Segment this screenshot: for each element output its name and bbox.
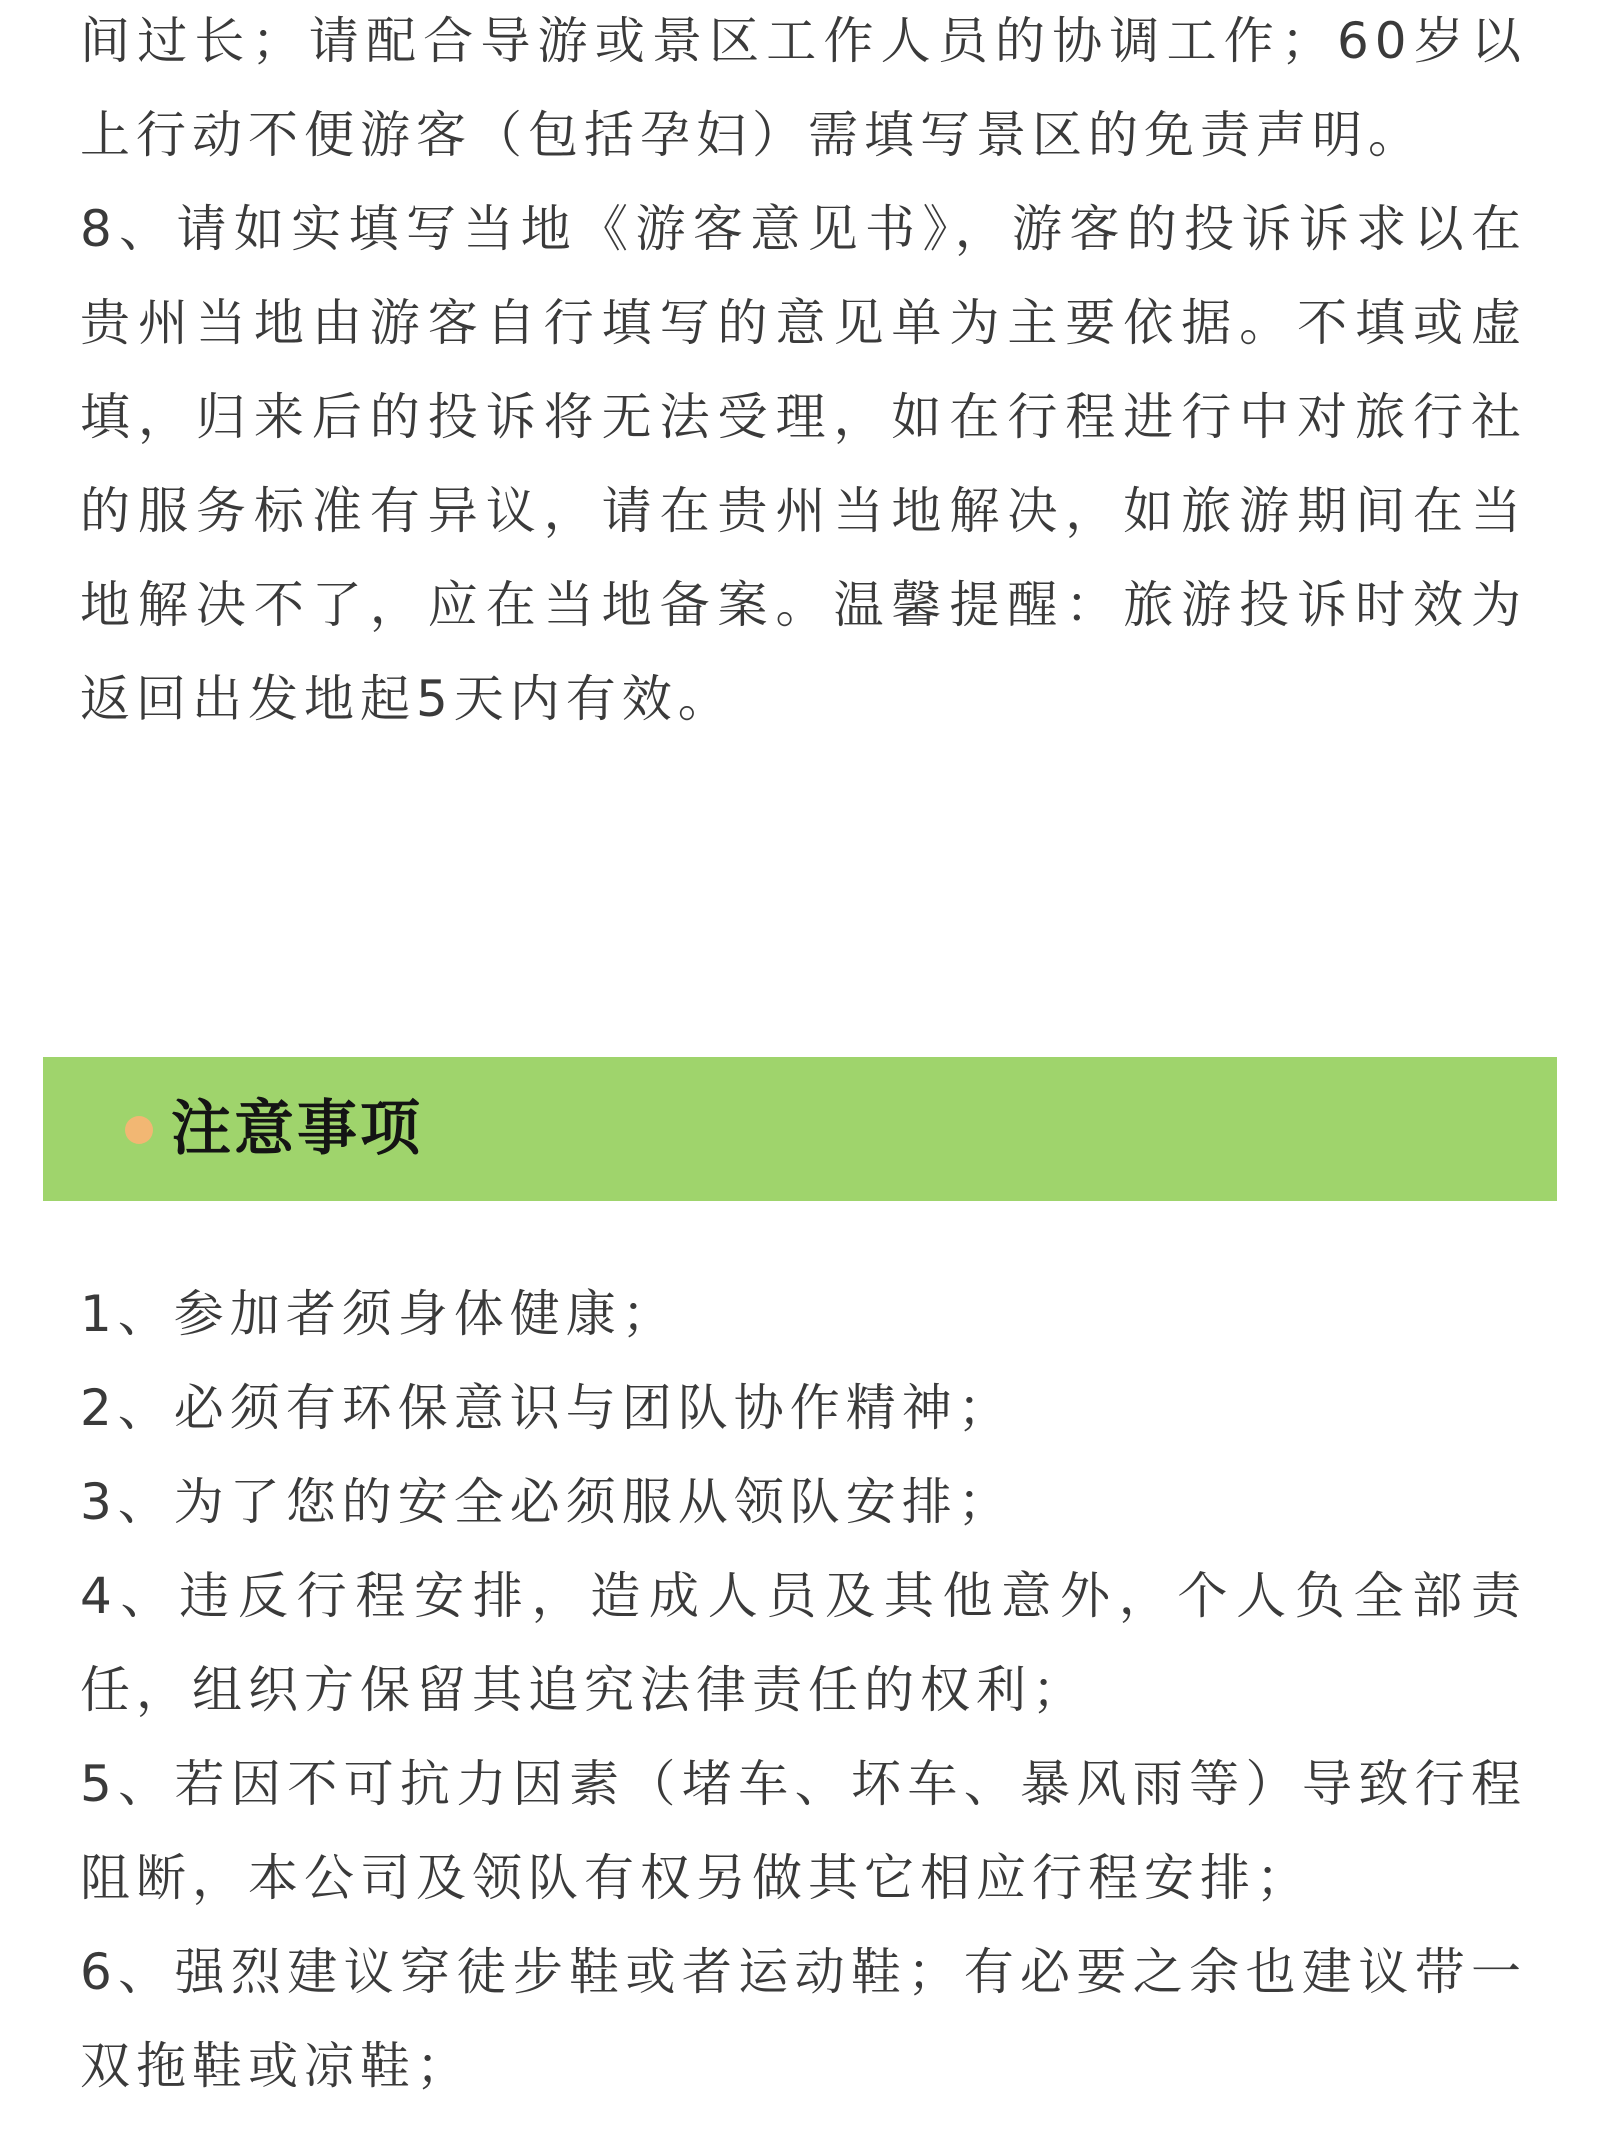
previous-section-text bbox=[80, 0, 1527, 746]
paragraph-item-8: 8、请如实填写当地《游客意见书》，游客的投诉诉求以在贵州当地由游客自行填写的意见单为主要依据。不填或虚填，归来后的投诉将无法受理，如在行程进行中对旅行社的服务标准有异议，请在贵州当地解决，如旅游期间在当地解决不了，应在当地备案。温馨提醒：旅游投诉时效为返回出发地起5天内有效。 bbox=[80, 200, 1527, 728]
list-item: 4、违反行程安排，造成人员及其他意外，个人负全部责任，组织方保留其追究法律责任的权利； bbox=[80, 1567, 1527, 1719]
list-item: 1、参加者须身体健康； bbox=[80, 1285, 678, 1343]
list-item: 2、必须有环保意识与团队协作精神； bbox=[80, 1379, 1014, 1437]
notice-section-header bbox=[43, 1057, 1557, 1201]
list-item: 6、强烈建议穿徒步鞋或者运动鞋；有必要之余也建议带一双拖鞋或凉鞋； bbox=[80, 1943, 1527, 2095]
notice-list bbox=[80, 1267, 1527, 2113]
list-item: 5、若因不可抗力因素（堵车、坏车、暴风雨等）导致行程阻断，本公司及领队有权另做其它相应行程安排； bbox=[80, 1755, 1527, 1907]
paragraph-item-7-continuation: 间过长；请配合导游或景区工作人员的协调工作；60岁以上行动不便游客（包括孕妇）需填写景区的免责声明。 bbox=[80, 12, 1527, 164]
section-title: 注意事项 bbox=[171, 1094, 423, 1164]
list-item: 3、为了您的安全必须服从领队安排； bbox=[80, 1473, 1014, 1531]
bullet-dot-icon bbox=[125, 1116, 153, 1144]
